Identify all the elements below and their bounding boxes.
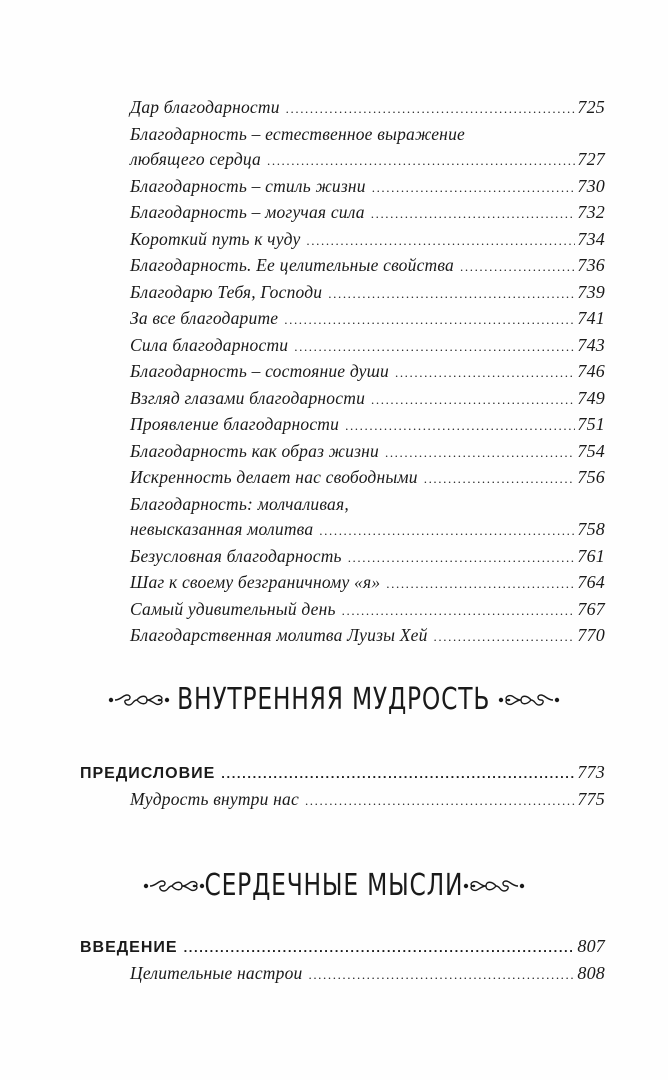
toc-entry <box>130 465 605 492</box>
toc-entry-title: Самый удивительный день <box>130 598 336 619</box>
toc-entry-title: любящего сердца <box>130 149 261 169</box>
toc-entry <box>130 412 605 439</box>
leader-dots <box>221 761 575 787</box>
toc-entry-page: 741 <box>577 308 605 328</box>
toc-entry <box>130 227 605 254</box>
toc-gratitude-list <box>130 95 605 650</box>
toc-entry <box>130 623 605 650</box>
toc-entry-page: 756 <box>577 467 605 487</box>
leader-dots <box>284 307 575 333</box>
toc-entry-title: невысказанная молитва <box>130 519 314 539</box>
toc-entry-title: Дар благодарности <box>130 97 280 117</box>
toc-entry <box>130 386 605 413</box>
toc-entry-title: Целительные настрои <box>130 962 303 983</box>
toc-entry-title: Благодарность – естественное выражение <box>130 123 465 144</box>
toc-entry-page: 764 <box>577 572 605 592</box>
toc-inner-wisdom <box>80 760 605 813</box>
toc-entry-title: Благодарность – могучая сила <box>130 202 365 222</box>
toc-entry-title: Сила благодарности <box>130 334 289 355</box>
toc-entry-page: 732 <box>577 202 605 222</box>
toc-entry-title: Короткий путь к чуду <box>130 228 301 249</box>
leader-dots <box>306 228 575 254</box>
toc-entry-page: 808 <box>577 962 605 983</box>
flourish-left-icon <box>107 689 171 711</box>
toc-entry-page: 807 <box>577 936 605 956</box>
toc-entry-title: За все благодарите <box>130 308 279 328</box>
leader-dots <box>308 962 575 988</box>
toc-entry-page: 730 <box>577 175 605 196</box>
toc-entry-page: 751 <box>577 414 605 434</box>
leader-dots <box>342 598 576 624</box>
toc-entry-title: Благодарственная молитва Луизы Хей <box>130 625 428 645</box>
toc-entry-page: 775 <box>577 788 605 809</box>
toc-entry <box>130 174 605 201</box>
toc-entry <box>130 147 605 174</box>
leader-dots <box>372 175 576 201</box>
leader-dots <box>460 254 575 280</box>
toc-entry <box>130 597 605 624</box>
toc-entry-main <box>80 934 605 961</box>
leader-dots <box>371 387 575 413</box>
leader-dots <box>434 624 576 650</box>
toc-entry-page: 734 <box>577 228 605 249</box>
toc-entry-page: 736 <box>577 255 605 275</box>
toc-entry <box>130 570 605 597</box>
toc-entry <box>130 787 605 814</box>
toc-entry-page: 770 <box>577 625 605 645</box>
toc-entry <box>130 439 605 466</box>
section-heading-heart-thoughts <box>0 868 668 903</box>
toc-entry-page: 725 <box>577 97 605 117</box>
toc-entry <box>130 200 605 227</box>
toc-entry-line1 <box>130 492 605 518</box>
toc-entry <box>130 306 605 333</box>
toc-entry-title: Шаг к своему безграничному «я» <box>130 572 381 592</box>
toc-entry-page: 746 <box>577 361 605 381</box>
toc-entry-page: 767 <box>577 598 605 619</box>
toc-entry-title: Благодарность – состояние души <box>130 361 389 381</box>
toc-entry-title: ПРЕДИСЛОВИЕ <box>80 765 216 782</box>
toc-entry-title: Благодарность. Ее целительные свойства <box>130 255 455 275</box>
toc-entry-title: Благодарность – стиль жизни <box>130 175 366 196</box>
leader-dots <box>348 545 576 571</box>
flourish-right-icon <box>497 689 561 711</box>
section-heading-text: СЕРДЕЧНЫЕ МЫСЛИ <box>204 868 464 903</box>
section-heading-text: ВНУТРЕННЯЯ МУДРОСТЬ <box>177 682 491 717</box>
toc-entry <box>130 961 605 988</box>
leader-dots <box>345 413 575 439</box>
leader-dots <box>305 788 575 814</box>
toc-heart-thoughts <box>80 934 605 987</box>
toc-entry <box>130 544 605 571</box>
leader-dots <box>319 518 575 544</box>
toc-entry-page: 739 <box>577 281 605 302</box>
toc-entry-main <box>80 760 605 787</box>
toc-entry-page: 761 <box>577 545 605 566</box>
toc-entry <box>130 253 605 280</box>
leader-dots <box>386 571 575 597</box>
section-heading-inner-wisdom <box>0 682 668 717</box>
toc-entry <box>130 280 605 307</box>
toc-entry-page: 749 <box>577 387 605 408</box>
toc-entry-title: Благодарность: молчаливая, <box>130 493 349 514</box>
toc-entry <box>130 517 605 544</box>
leader-dots <box>395 360 575 386</box>
toc-entry-title: Мудрость внутри нас <box>130 788 299 809</box>
flourish-left-icon <box>142 875 206 897</box>
leader-dots <box>286 96 576 122</box>
toc-entry-page: 743 <box>577 334 605 355</box>
leader-dots <box>184 935 576 961</box>
toc-entry-title: Благодарность как образ жизни <box>130 440 379 461</box>
toc-entry-page: 773 <box>577 762 605 782</box>
leader-dots <box>424 466 576 492</box>
leader-dots <box>267 148 575 174</box>
toc-entry-page: 758 <box>577 519 605 539</box>
toc-entry-title: Благодарю Тебя, Господи <box>130 281 323 302</box>
toc-entry-title: Взгляд глазами благодарности <box>130 387 366 408</box>
leader-dots <box>328 281 575 307</box>
toc-entry-title: ВВЕДЕНИЕ <box>80 939 178 956</box>
leader-dots <box>294 334 575 360</box>
toc-entry <box>130 333 605 360</box>
leader-dots <box>371 201 576 227</box>
toc-entry-title: Проявление благодарности <box>130 414 340 434</box>
toc-entry-page: 727 <box>577 149 605 169</box>
toc-entry-title: Искренность делает нас свободными <box>130 467 418 487</box>
toc-entry-line1 <box>130 122 605 148</box>
toc-entry-page: 754 <box>577 440 605 461</box>
toc-entry <box>130 95 605 122</box>
toc-entry <box>130 359 605 386</box>
flourish-right-icon <box>462 875 526 897</box>
toc-entry-title: Безусловная благодарность <box>130 545 342 566</box>
leader-dots <box>385 440 575 466</box>
